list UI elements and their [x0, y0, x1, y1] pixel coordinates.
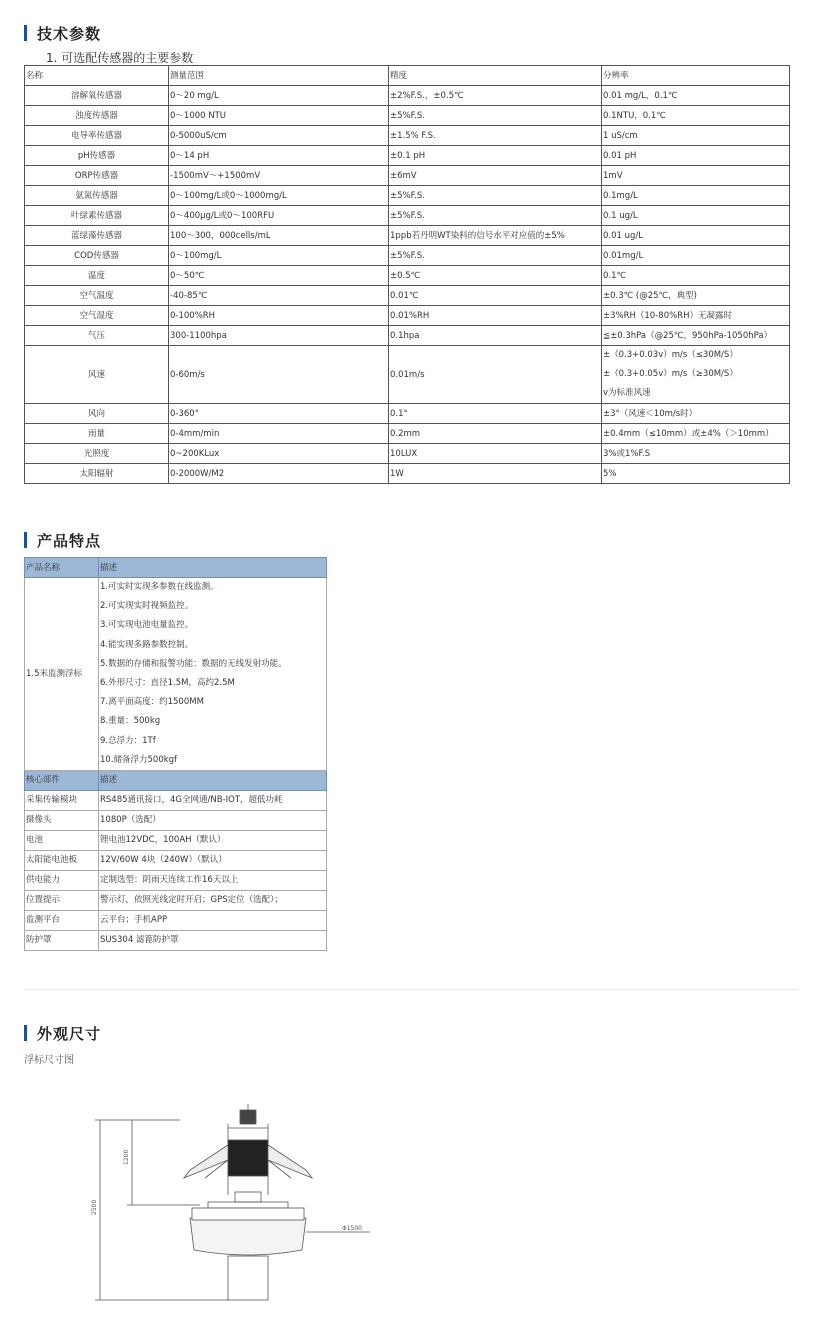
table-cell: 浊度传感器: [25, 106, 169, 126]
column-header: 描述: [99, 558, 327, 578]
table-row: [25, 910, 327, 930]
table-cell: 云平台；手机APP: [99, 910, 327, 930]
table-cell: ±3%RH（10-80%RH）无凝露时: [602, 306, 790, 326]
table-cell: 溶解氧传感器: [25, 86, 169, 106]
feature-line: 9.总浮力：1Tf: [100, 735, 156, 746]
feature-line: 8.重量：500kg: [100, 716, 161, 727]
feature-line: 3.可实现电池电量监控。: [100, 620, 194, 631]
table-cell: 0.1NTU，0.1℃: [602, 106, 790, 126]
table-cell: 摄像头: [25, 810, 99, 830]
title-accent-bar: [24, 1025, 27, 1041]
table-cell: 12V/60W 4块（240W）（默认）: [99, 850, 327, 870]
column-header: 核心部件: [25, 770, 99, 790]
features-section-title: [24, 531, 101, 549]
table-row: [25, 126, 790, 146]
appearance-section-title: [24, 1024, 101, 1042]
table-cell: 电导率传感器: [25, 126, 169, 146]
table-cell: RS485通讯接口，4G全网通/NB-IOT，超低功耗: [99, 790, 327, 810]
table-cell: 0.01 mg/L，0.1℃: [602, 86, 790, 106]
table-cell: 0.01%RH: [389, 306, 602, 326]
table-row: [25, 86, 790, 106]
solar-panel-right-icon: [268, 1145, 312, 1178]
table-cell: 0.1 ug/L: [602, 206, 790, 226]
table-cell: pH传感器: [25, 146, 169, 166]
table-row: [25, 306, 790, 326]
title-accent-bar: [24, 25, 27, 41]
table-cell: 0.01m/s: [389, 346, 602, 404]
table-cell: 位置提示: [25, 890, 99, 910]
sensor-params-table: [24, 65, 790, 484]
table-row: [25, 424, 790, 444]
table-cell: 0.01℃: [389, 286, 602, 306]
table-row: [25, 810, 327, 830]
table-row: [25, 930, 327, 950]
table-cell: 3%或1%F.S: [602, 444, 790, 464]
table-cell: 0～100mg/L: [169, 246, 389, 266]
table-cell: 0～100mg/L或0～1000mg/L: [169, 186, 389, 206]
warning-light-icon: [240, 1110, 256, 1124]
table-cell: [602, 346, 790, 404]
table-row: [25, 444, 790, 464]
dim-total-label: 2500: [91, 1199, 98, 1215]
table-row: [25, 346, 790, 404]
table-cell: ±5%F.S.: [389, 246, 602, 266]
table-cell: 1W: [389, 464, 602, 484]
table-row: [25, 830, 327, 850]
table-row: [25, 146, 790, 166]
table-cell: 供电能力: [25, 870, 99, 890]
table-cell: 氨氮传感器: [25, 186, 169, 206]
appearance-subtitle: 浮标尺寸图: [24, 1055, 74, 1066]
table-cell: 0.01mg/L: [602, 246, 790, 266]
buoy-dimension-diagram: [80, 1100, 380, 1305]
column-header: 分辨率: [602, 66, 790, 86]
table-cell: ORP传感器: [25, 166, 169, 186]
column-header: 名称: [25, 66, 169, 86]
table-cell: ±0.1 pH: [389, 146, 602, 166]
table-cell: 光照度: [25, 444, 169, 464]
feature-line: 6.外形尺寸：直径1.5M，高约2.5M: [100, 677, 235, 688]
table-row: [25, 850, 327, 870]
table-cell: ±2%F.S.，±0.5℃: [389, 86, 602, 106]
table-cell: 0-2000W/M2: [169, 464, 389, 484]
solar-panel-left-icon: [184, 1145, 228, 1178]
table-cell: 100～300，000cells/mL: [169, 226, 389, 246]
table-cell: 0-4mm/min: [169, 424, 389, 444]
table-cell: 0～50℃: [169, 266, 389, 286]
column-header: 精度: [389, 66, 602, 86]
table-cell: 10LUX: [389, 444, 602, 464]
table-cell: 电池: [25, 830, 99, 850]
table-row: [25, 266, 790, 286]
feature-line: 5.数据的存储和报警功能：数据的无线发射功能。: [100, 658, 287, 669]
table-cell: 0.01 pH: [602, 146, 790, 166]
solar-panel-icon: [228, 1140, 268, 1176]
table-cell: 监测平台: [25, 910, 99, 930]
table-cell: 1 uS/cm: [602, 126, 790, 146]
table-row: [25, 870, 327, 890]
parts-header-row: [25, 770, 327, 790]
column-header: 描述: [99, 770, 327, 790]
table-cell: 风向: [25, 404, 169, 424]
table-cell: ±5%F.S.: [389, 186, 602, 206]
tech-title: 技术参数: [37, 24, 102, 43]
table-cell: 采集传输模块: [25, 790, 99, 810]
feature-line: 4.能实现多路参数控制。: [100, 639, 194, 650]
table-row: [25, 890, 327, 910]
product-name-cell: 1.5米监测浮标: [25, 578, 99, 771]
table-cell: 气压: [25, 326, 169, 346]
table-cell: 0～20 mg/L: [169, 86, 389, 106]
features-table: [24, 557, 327, 951]
table-cell: SUS304 滤篦防护罩: [99, 930, 327, 950]
table-cell: 0-360°: [169, 404, 389, 424]
table-cell: ≦±0.3hPa（@25℃，950hPa-1050hPa）: [602, 326, 790, 346]
table-header-row: [25, 66, 790, 86]
column-header: 产品名称: [25, 558, 99, 578]
table-cell: 1080P（选配）: [99, 810, 327, 830]
table-row: [25, 464, 790, 484]
table-cell: 风速: [25, 346, 169, 404]
table-cell: 5%: [602, 464, 790, 484]
float-top-rim: [208, 1202, 288, 1208]
tech-subtitle: 1. 可选配传感器的主要参数: [46, 51, 194, 65]
table-cell: 温度: [25, 266, 169, 286]
section-divider: [24, 989, 797, 990]
table-cell: COD传感器: [25, 246, 169, 266]
table-cell: ±0.5℃: [389, 266, 602, 286]
table-cell: 锂电池12VDC，100AH（默认）: [99, 830, 327, 850]
table-cell: 警示灯，依照光线定时开启；GPS定位（选配）；: [99, 890, 327, 910]
table-cell: 0～14 pH: [169, 146, 389, 166]
table-cell: 雨量: [25, 424, 169, 444]
appearance-title: 外观尺寸: [37, 1024, 102, 1043]
feature-line: 2.可实现实时视频监控。: [100, 601, 194, 612]
table-row: [25, 578, 327, 771]
table-cell: 0～400μg/L或0～100RFU: [169, 206, 389, 226]
dim-top-label: 1200: [123, 1149, 130, 1165]
features-header-row: [25, 558, 327, 578]
resolution-line: ±（0.3+0.05v）m/s（≥30M/S）: [603, 369, 738, 379]
connector-icon: [235, 1192, 261, 1202]
table-cell: 0.01 ug/L: [602, 226, 790, 246]
table-cell: 0-60m/s: [169, 346, 389, 404]
table-cell: ±5%F.S.: [389, 206, 602, 226]
feature-line: 1.可实时实现多参数在线监测。: [100, 582, 219, 592]
description-cell: [99, 578, 327, 771]
table-row: [25, 286, 790, 306]
table-cell: ±3°（风速＜10m/s时）: [602, 404, 790, 424]
table-cell: 叶绿素传感器: [25, 206, 169, 226]
table-row: [25, 246, 790, 266]
column-header: 测量范围: [169, 66, 389, 86]
table-cell: -40-85℃: [169, 286, 389, 306]
table-cell: 防护罩: [25, 930, 99, 950]
table-cell: ±5%F.S.: [389, 106, 602, 126]
table-cell: ±6mV: [389, 166, 602, 186]
table-cell: 0.1°: [389, 404, 602, 424]
table-cell: ±1.5% F.S.: [389, 126, 602, 146]
feature-line: 10.储备浮力500kgf: [100, 754, 178, 765]
table-row: [25, 166, 790, 186]
table-cell: ±0.3℃ (@25℃，典型): [602, 286, 790, 306]
table-row: [25, 404, 790, 424]
table-cell: 0~200KLux: [169, 444, 389, 464]
table-cell: 定制选型：阴雨天连续工作16天以上: [99, 870, 327, 890]
table-cell: 0-100%RH: [169, 306, 389, 326]
table-cell: 300-1100hpa: [169, 326, 389, 346]
dim-diameter-label: Φ1500: [342, 1225, 362, 1232]
table-row: [25, 106, 790, 126]
title-accent-bar: [24, 532, 27, 548]
table-cell: 1ppb若丹明WT染料的信号水平对应值的±5%: [389, 226, 602, 246]
feature-line: 7.离平面高度：约1500MM: [100, 697, 204, 708]
float-body-icon: [190, 1218, 306, 1255]
table-cell: 1mV: [602, 166, 790, 186]
table-row: [25, 186, 790, 206]
tech-section-title: [24, 24, 101, 42]
table-cell: 空气湿度: [25, 306, 169, 326]
resolution-line: ±（0.3+0.03v）m/s（≤30M/S）: [603, 350, 738, 360]
resolution-line: v为标准风速: [603, 388, 651, 398]
table-cell: 0.1mg/L: [602, 186, 790, 206]
table-cell: 太阳能电池板: [25, 850, 99, 870]
table-cell: 0-5000uS/cm: [169, 126, 389, 146]
table-row: [25, 790, 327, 810]
table-row: [25, 326, 790, 346]
table-cell: 0.1℃: [602, 266, 790, 286]
table-row: [25, 206, 790, 226]
anchor-tube-icon: [228, 1256, 268, 1300]
table-row: [25, 226, 790, 246]
table-cell: 空气温度: [25, 286, 169, 306]
table-cell: ±0.4mm（≤10mm）或±4%（＞10mm）: [602, 424, 790, 444]
table-cell: 蓝绿藻传感器: [25, 226, 169, 246]
table-cell: 0.1hpa: [389, 326, 602, 346]
table-cell: 0.2mm: [389, 424, 602, 444]
table-cell: 太阳辐射: [25, 464, 169, 484]
table-cell: 0～1000 NTU: [169, 106, 389, 126]
table-cell: -1500mV～+1500mV: [169, 166, 389, 186]
features-title: 产品特点: [37, 531, 102, 550]
